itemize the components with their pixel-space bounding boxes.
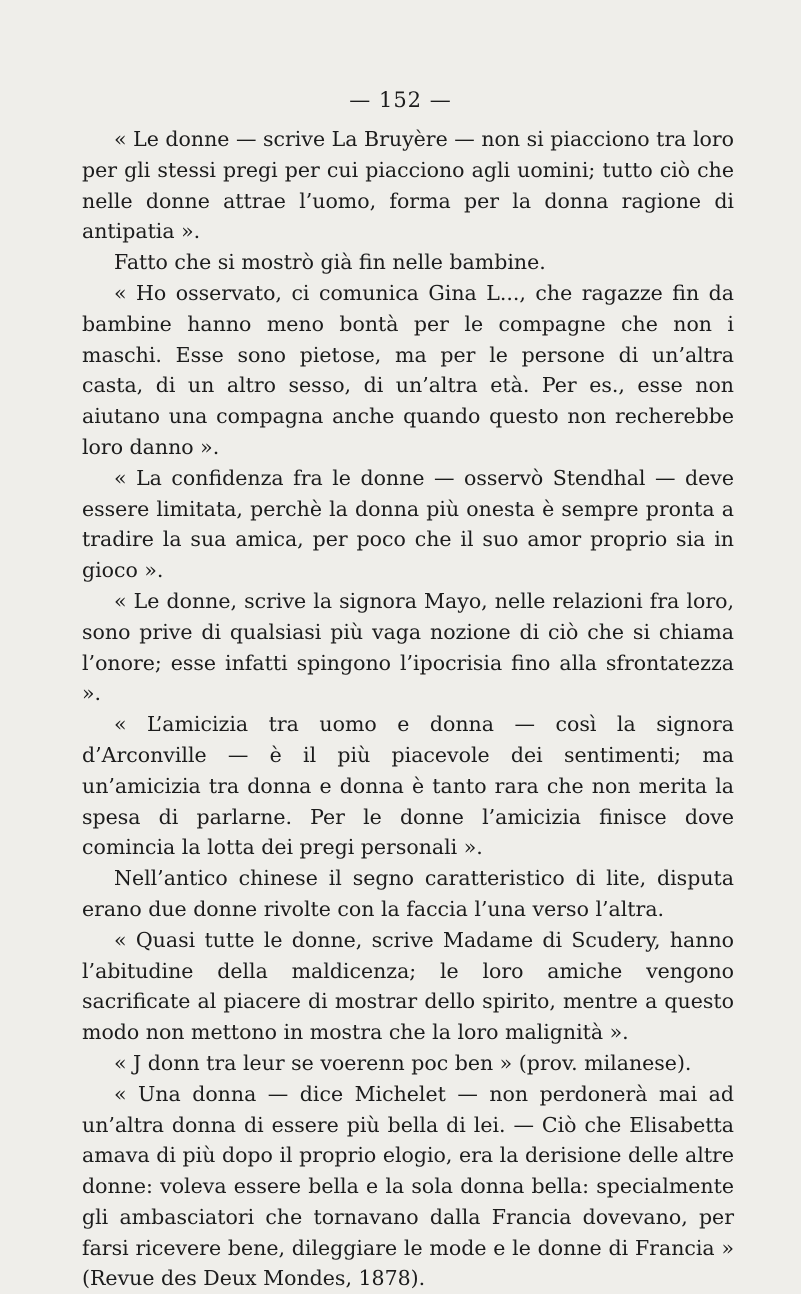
body-text	[82, 124, 734, 1294]
paragraph: « Le donne — scrive La Bruyère — non si piacciono tra loro per gli stessi pregi per cui piacciono agli uomini; tutto ciò che nelle donne attrae l’uomo, forma per la donna ragione di antipatia ».	[82, 127, 734, 244]
paragraph: « La confidenza fra le donne — osservò Stendhal — deve essere limitata, perchè la donna più onesta è sempre pronta a tradire la sua amica, per poco che il suo amor proprio sia in gioco ».	[82, 465, 734, 583]
page-number: — 152 —	[349, 88, 452, 112]
paragraph: « J donn tra leur se voerenn poc ben » (prov. milanese).	[114, 1050, 692, 1075]
paragraph: « Le donne, scrive la signora Mayo, nelle relazioni fra loro, sono prive di qualsiasi più vaga nozione di ciò che si chiama l’onore; esse infatti spingono l’ipocrisia fino alla sfrontatezza ».	[82, 588, 734, 706]
paragraph: « Una donna — dice Michelet — non perdonerà mai ad un’altra donna di essere più bella di lei. — Ciò che Elisabetta amava di più dopo il proprio elogio, era la derisione delle altre donne: voleva essere bella e la sola donna bella: specialmente gli ambasciatori che tornavano dalla Francia dovevano, per farsi ricevere bene, dileggiare le mode e le donne di Francia » (Revue des Deux Mondes, 1878).	[82, 1081, 734, 1291]
paragraph: Nell’antico chinese il segno caratteristico di lite, disputa erano due donne rivolte con la faccia l’una verso l’altra.	[82, 866, 734, 921]
paragraph: Fatto che si mostrò già fin nelle bambine.	[114, 250, 546, 275]
paragraph: « L’amicizia tra uomo e donna — così la signora d’Arconville — è il più piacevole dei sentimenti; ma un’amicizia tra donna e donna è tanto rara che non merita la spesa di parlarne. Per le donne l’amicizia finisce dove comincia la lotta dei pregi personali ».	[82, 712, 734, 860]
paragraph: « Quasi tutte le donne, scrive Madame di Scudery, hanno l’abitudine della maldicenza; le loro amiche vengono sacrificate al piacere di mostrar dello spirito, mentre a questo modo non mettono in mostra che la loro malignità ».	[82, 927, 734, 1045]
paragraph: « Ho osservato, ci comunica Gina L..., che ragazze fin da bambine hanno meno bontà per le compagne che non i maschi. Esse sono pietose, ma per le persone di un’altra casta, di un altro sesso, di un’altra età. Per es., esse non aiutano una compagna anche quando questo non recherebbe loro danno ».	[82, 280, 734, 459]
